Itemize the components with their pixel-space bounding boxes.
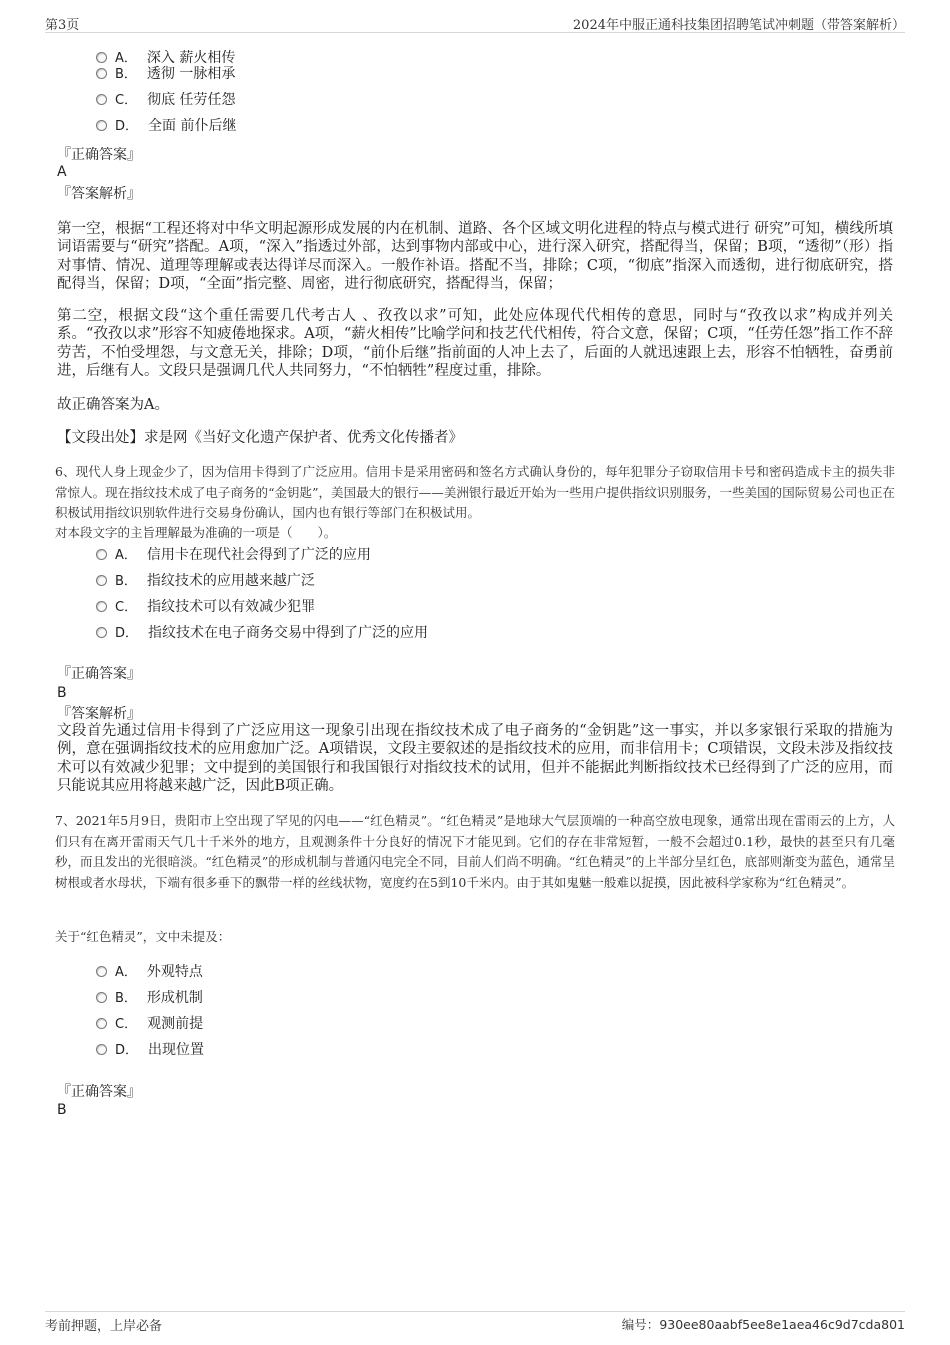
q7-option-d[interactable]: D． 出现位置 [96,1039,204,1061]
q6-answer-label: 『正确答案』 [57,666,141,682]
document-title: 2024年中服正通科技集团招聘笔试冲刺题（带答案解析） [572,18,905,33]
q5-analysis-paragraph: 第一空，根据“工程还将对中华文明起源形成发展的内在机制、道路、各个区域文明化进程的特点与模式进行 研究”可知，横线所填词语需要与“研究”搭配。A项，“深入”指透过外部，达到事物内部或中心，进行深入研究，搭配得当，保留；B项，“透彻”（形）指对事情、情况、道理等理解或表达得详尽而深入。一般作补语。搭配不当，排除；C项，“彻底”指深入而透彻，进行彻底研究，搭配得当，保留；D项，“全面”指完整、周密，进行彻底研究，搭配得当，保留； [57,221,893,292]
footer-serial: 编号：930ee80aabf5ee8e1aea46c9d7cda801 [621,1317,905,1332]
radio-icon[interactable] [96,68,107,79]
q7-option-c[interactable]: C． 观测前提 [96,1013,203,1035]
q7-answer-label: 『正确答案』 [57,1084,141,1100]
q6-option-d[interactable]: D． 指纹技术在电子商务交易中得到了广泛的应用 [96,622,428,644]
q5-answer-label: 『正确答案』 [57,147,141,163]
page-header [45,12,905,33]
q5-analysis-label: 『答案解析』 [57,186,141,202]
q5-analysis-paragraph: 第二空，根据文段“这个重任需要几代考古人 、孜孜以求”可知，此处应体现代代相传的意思，同时与“孜孜以求”构成并列关系。“孜孜以求”形容不知疲倦地探求。A项，“薪火相传”比喻学问和技艺代代相传，符合文意，保留；C项，“任劳任怨”指工作不辞劳苦，不怕受埋怨，与文意无关，排除；D项，“前仆后继”指前面的人冲上去了，后面的人就迅速跟上去，形容不怕牺牲，奋勇前进，后继有人。文段只是强调几代人共同努力，“不怕牺牲”程度过重，排除。 [57,308,893,379]
radio-icon[interactable] [96,601,107,612]
q7-prompt: 关于“红色精灵”，文中未提及： [55,929,231,944]
page-footer [45,1311,905,1334]
radio-icon[interactable] [96,966,107,977]
q6-prompt: 对本段文字的主旨理解最为准确的一项是（ ）。 [55,525,337,540]
page-number: 第3页 [45,18,80,33]
footer-slogan: 考前押题，上岸必备 [45,1319,163,1334]
q5-answer: A [57,164,67,180]
radio-icon[interactable] [96,992,107,1003]
q7-option-b[interactable]: B． 形成机制 [96,987,203,1009]
q5-conclusion: 故正确答案为A。 [57,397,169,413]
radio-icon[interactable] [96,549,107,560]
radio-icon[interactable] [96,1018,107,1029]
q6-analysis-label: 『答案解析』 [57,706,141,722]
q5-option-a[interactable]: A． 深入 薪火相传 [96,47,235,69]
q6-option-a[interactable]: A． 信用卡在现代社会得到了广泛的应用 [96,544,371,566]
radio-icon[interactable] [96,627,107,638]
q6-answer: B [57,685,67,701]
q5-option-b[interactable]: B． 透彻 一脉相承 [96,63,235,85]
q7-question-text: 7、2021年5月9日，贵阳市上空出现了罕见的闪电——“红色精灵”。“红色精灵”是地球大气层顶端的一种高空放电现象，通常出现在雷雨云的上方，人们只有在离开雷雨天气几十千米外的地方，且观测条件十分良好的情况下才能见到。它们的存在非常短暂，一般不会超过0.1秒，最快的甚至只有几毫秒，而且发出的光很暗淡。“红色精灵”的形成机制与普通闪电完全不同，目前人们尚不明确。“红色精灵”的上半部分呈红色，底部则渐变为蓝色，通常呈树根或者水母状，下端有很多垂下的飘带一样的丝线状物，宽度约在5到10千米内。由于其如鬼魅一般难以捉摸，因此被科学家称为“红色精灵”。 [55,813,895,890]
q6-analysis: 文段首先通过信用卡得到了广泛应用这一现象引出现在指纹技术成了电子商务的“金钥匙”这一事实，并以多家银行采取的措施为例，意在强调指纹技术的应用愈加广泛。A项错误，文段主要叙述的是指纹技术的应用，而非信用卡；C项错误，文段未涉及指纹技术可以有效减少犯罪；文中提到的美国银行和我国银行对指纹技术的试用，但并不能据此判断指纹技术已经得到了广泛的应用，而只能说其应用将越来越广泛，因此B项正确。 [57,723,893,794]
radio-icon[interactable] [96,120,107,131]
q5-option-d[interactable]: D． 全面 前仆后继 [96,115,236,137]
q7-option-a[interactable]: A． 外观特点 [96,961,203,983]
radio-icon[interactable] [96,94,107,105]
q6-option-c[interactable]: C． 指纹技术可以有效减少犯罪 [96,596,315,618]
q6-question-text: 6、现代人身上现金少了，因为信用卡得到了广泛应用。信用卡是采用密码和签名方式确认身份的，每年犯罪分子窃取信用卡号和密码造成卡主的损失非常惊人。现在指纹技术成了电子商务的“金钥匙”，美国最大的银行——美洲银行最近开始为一些用户提供指纹识别服务，一些美国的国际贸易公司也正在积极试用指纹识别软件进行交易身份确认，国内也有银行等部门在积极试用。 [55,464,895,520]
radio-icon[interactable] [96,1044,107,1055]
q6-option-b[interactable]: B． 指纹技术的应用越来越广泛 [96,570,315,592]
q5-option-c[interactable]: C． 彻底 任劳任怨 [96,89,236,111]
radio-icon[interactable] [96,575,107,586]
q7-answer: B [57,1102,67,1118]
q5-source: 【文段出处】求是网《当好文化遗产保护者、优秀文化传播者》 [57,430,463,446]
radio-icon[interactable] [96,52,107,63]
